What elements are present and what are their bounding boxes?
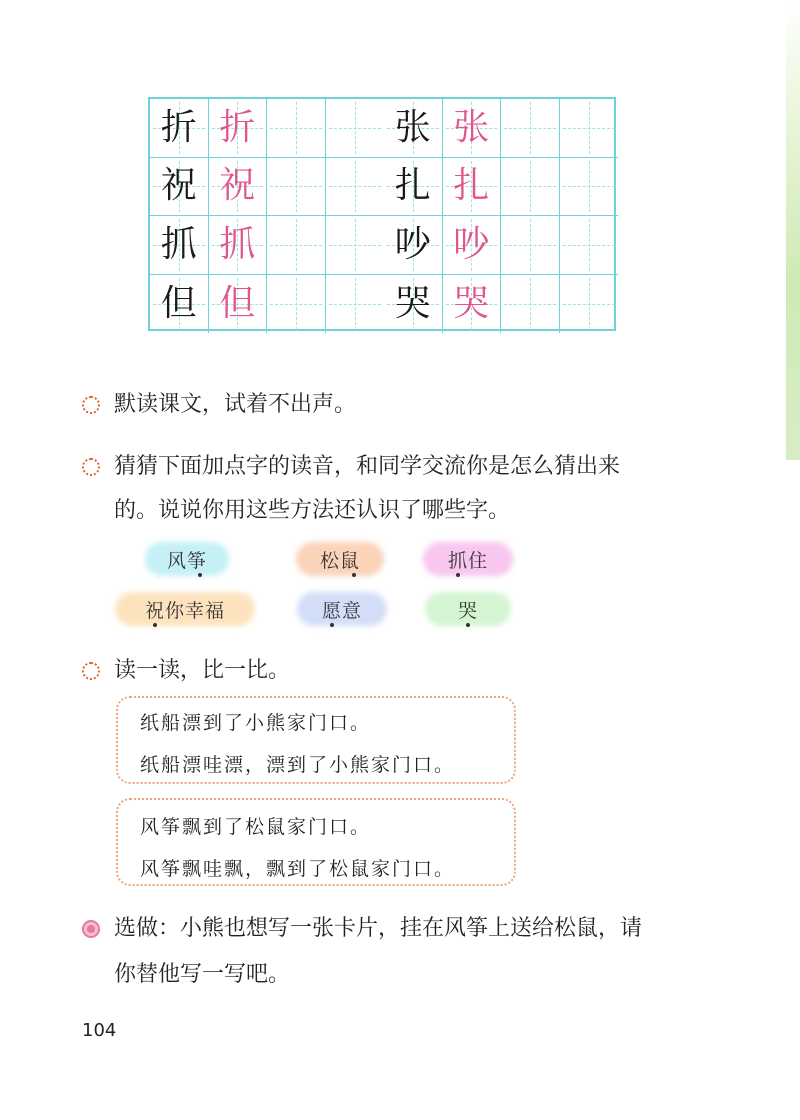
grid-cell: [326, 158, 385, 217]
emphasis-dot: [352, 573, 356, 577]
task-text: 读一读，比一比。: [114, 658, 291, 683]
word-pill: [425, 592, 511, 626]
grid-cell: [384, 99, 443, 158]
emphasis-dot: [456, 573, 460, 577]
grid-cell: [501, 216, 560, 275]
compare-box-paper-boat: [116, 696, 516, 784]
grid-model-char: 折: [219, 106, 256, 148]
grid-char: 祝: [160, 165, 197, 207]
task-text-line1: 选做：小熊也想写一张卡片，挂在风筝上送给松鼠，请: [114, 916, 643, 941]
word-text: 抓住: [447, 549, 488, 572]
grid-char: 吵: [394, 223, 431, 265]
grid-char: 哭: [394, 282, 431, 324]
grid-cell: [443, 99, 502, 158]
flower-bullet-icon: [82, 920, 100, 938]
emphasis-dot: [466, 623, 470, 627]
grid-model-char: 抓: [219, 223, 256, 265]
grid-model-char: 哭: [453, 282, 490, 324]
grid-cell: [209, 216, 268, 275]
task-text: 默读课文，试着不出声。: [114, 392, 357, 417]
grid-cell: [560, 158, 619, 217]
dotted-circle-icon: [82, 458, 100, 476]
grid-cell: [209, 275, 268, 334]
grid-cell: [267, 158, 326, 217]
grid-cell: [501, 158, 560, 217]
grid-model-char: 扎: [453, 165, 490, 207]
compare-sentence: 风筝飘到了松鼠家门口。: [140, 816, 372, 838]
word-text: 愿意: [321, 599, 362, 622]
task-text-line1: 猜猜下面加点字的读音，和同学交流你是怎么猜出来: [114, 454, 621, 479]
word-pill: [423, 542, 513, 576]
compare-sentence: 纸船漂到了小熊家门口。: [140, 712, 372, 734]
grid-cell: [326, 99, 385, 158]
task-text-line2: 你替他写一写吧。: [114, 962, 291, 987]
grid-cell: [150, 216, 209, 275]
grid-cell: [384, 275, 443, 334]
grid-cell: [384, 216, 443, 275]
writing-grid: [148, 97, 616, 331]
grid-cell: [326, 216, 385, 275]
grid-cell: [501, 99, 560, 158]
grid-cell: [267, 216, 326, 275]
compare-sentence: 风筝飘哇飘，飘到了松鼠家门口。: [140, 858, 456, 880]
word-pill: [297, 592, 387, 626]
grid-cell: [443, 275, 502, 334]
word-text: 风筝: [166, 549, 207, 572]
grid-char: 折: [160, 106, 197, 148]
grid-char: 扎: [394, 165, 431, 207]
compare-sentence: 纸船漂哇漂，漂到了小熊家门口。: [140, 754, 456, 776]
side-color-tab: [786, 0, 800, 460]
dotted-circle-icon: [82, 662, 100, 680]
grid-cell: [560, 216, 619, 275]
dotted-circle-icon: [82, 396, 100, 414]
grid-model-char: 但: [219, 282, 256, 324]
emphasis-dot: [330, 623, 334, 627]
word-text: 松鼠: [319, 549, 360, 572]
grid-model-char: 张: [453, 106, 490, 148]
grid-model-char: 吵: [453, 223, 490, 265]
grid-cell: [267, 275, 326, 334]
grid-char: 张: [394, 106, 431, 148]
grid-cell: [209, 158, 268, 217]
grid-model-char: 祝: [219, 165, 256, 207]
grid-cell: [384, 158, 443, 217]
task-text-line2: 的。说说你用这些方法还认识了哪些字。: [114, 498, 511, 523]
grid-cell: [443, 216, 502, 275]
grid-cell: [150, 158, 209, 217]
compare-box-kite: [116, 798, 516, 886]
grid-cell: [326, 275, 385, 334]
grid-cell: [267, 99, 326, 158]
grid-cell: [443, 158, 502, 217]
grid-cell: [501, 275, 560, 334]
page-number: 104: [82, 1020, 117, 1041]
grid-cell: [560, 99, 619, 158]
word-text: 祝你幸福: [144, 599, 225, 622]
word-pill: [145, 542, 229, 576]
word-pill: [296, 542, 384, 576]
grid-char: 抓: [160, 223, 197, 265]
grid-cell: [150, 99, 209, 158]
grid-cell: [209, 99, 268, 158]
grid-char: 但: [160, 282, 197, 324]
grid-cell: [150, 275, 209, 334]
word-pill: [115, 592, 255, 626]
emphasis-dot: [153, 623, 157, 627]
grid-cell: [560, 275, 619, 334]
word-text: 哭: [457, 599, 478, 622]
emphasis-dot: [198, 573, 202, 577]
